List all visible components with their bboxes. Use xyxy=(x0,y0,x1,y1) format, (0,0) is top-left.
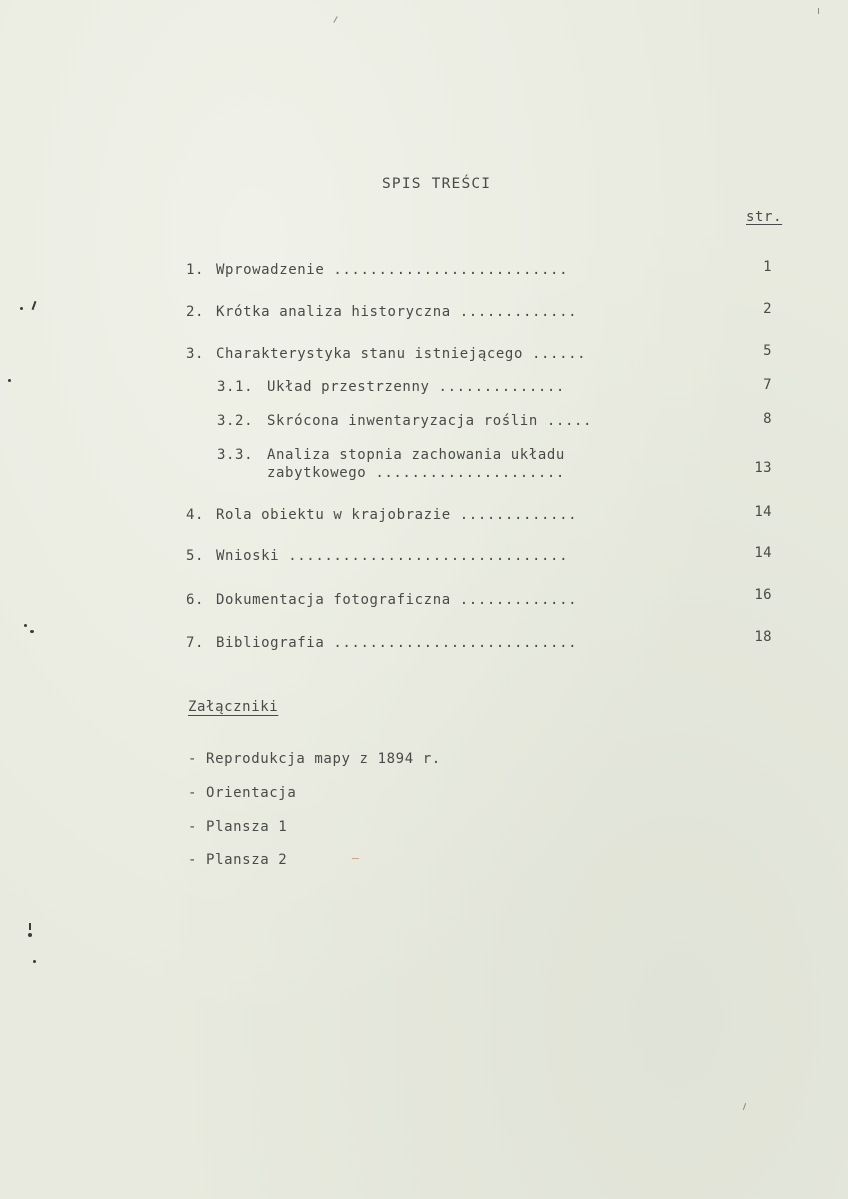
toc-entry-page: 14 xyxy=(754,545,772,561)
toc-entry-page: 13 xyxy=(754,460,772,476)
toc-entry-number: 2. xyxy=(186,304,205,320)
page-title: SPIS TREŚCI xyxy=(382,176,492,192)
scan-speck xyxy=(24,624,27,627)
toc-entry-label: Analiza stopnia zachowania układu xyxy=(267,447,565,463)
toc-entry-label: Wnioski ............................... xyxy=(216,548,569,564)
toc-entry-page: 18 xyxy=(754,629,772,645)
toc-entry-page: 1 xyxy=(763,259,772,275)
attachment-item: - Plansza 1 xyxy=(188,819,288,835)
toc-entry-number: 7. xyxy=(186,635,205,651)
toc-entry-label: Charakterystyka stanu istniejącego ...... xyxy=(216,346,587,362)
toc-entry-label: Dokumentacja fotograficzna ............. xyxy=(216,592,578,608)
attachment-item: - Reprodukcja mapy z 1894 r. xyxy=(188,751,441,767)
toc-entry-label: Bibliografia ........................... xyxy=(216,635,578,651)
toc-entry-page: 2 xyxy=(763,301,772,317)
scan-speck xyxy=(29,923,31,930)
toc-entry-number: 3.3. xyxy=(217,447,254,463)
toc-entry-label: Rola obiektu w krajobrazie ............. xyxy=(216,507,578,523)
scan-speck xyxy=(33,960,36,963)
toc-entry-label: Układ przestrzenny .............. xyxy=(267,379,565,395)
toc-entry-number: 1. xyxy=(186,262,205,278)
toc-entry-7 xyxy=(186,634,578,706)
attachment-item: - Orientacja xyxy=(188,785,297,801)
toc-entry-number: 3. xyxy=(186,346,205,362)
toc-entry-label: Skrócona inwentaryzacja roślin ..... xyxy=(267,413,593,429)
scan-speck xyxy=(32,301,37,310)
toc-entry-page: 8 xyxy=(763,411,772,427)
toc-entry-label: Wprowadzenie .......................... xyxy=(216,262,569,278)
scan-speck xyxy=(333,16,337,23)
scan-speck xyxy=(20,307,23,310)
toc-entry-page: 14 xyxy=(754,504,772,520)
toc-entry-page: 16 xyxy=(754,587,772,603)
scan-speck xyxy=(818,8,819,14)
toc-entry-number: 3.2. xyxy=(217,413,254,429)
attachments-heading: Załączniki xyxy=(188,699,279,715)
scan-speck xyxy=(8,379,11,382)
toc-entry-number: 3.1. xyxy=(217,379,254,395)
attachment-item: - Plansza 2 xyxy=(188,852,288,868)
scan-speck xyxy=(743,1103,746,1110)
toc-entry-label: Krótka analiza historyczna ............. xyxy=(216,304,578,320)
toc-entry-number: 6. xyxy=(186,592,205,608)
scan-speck xyxy=(30,630,34,633)
page-column-header: str. xyxy=(746,209,783,225)
scan-speck xyxy=(352,858,359,859)
toc-entry-page: 7 xyxy=(763,377,772,393)
toc-entry-number: 5. xyxy=(186,548,205,564)
toc-entry-page: 5 xyxy=(763,343,772,359)
toc-entry-number: 4. xyxy=(186,507,205,523)
toc-entry-label-continued: zabytkowego ..................... xyxy=(267,465,565,481)
scan-speck xyxy=(28,933,32,937)
